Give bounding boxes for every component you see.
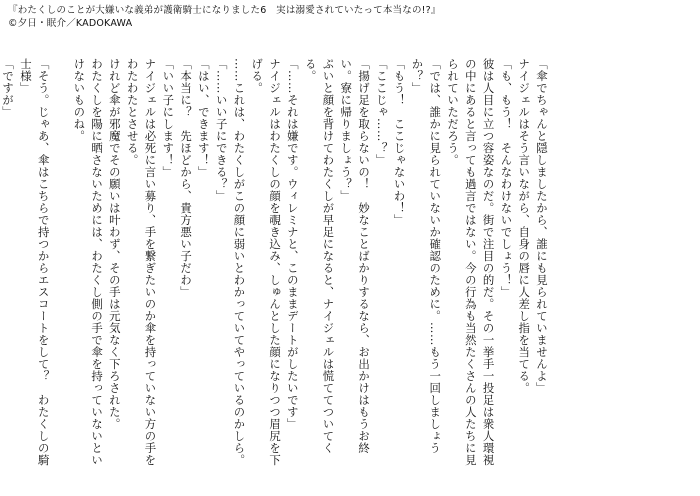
text-line: けれど傘が邪魔でその願いは叶わず、その手は元気なく下ろされた。 xyxy=(107,58,122,430)
text-line: 「本当に？ 先ほどから、貴方悪い子だわ」 xyxy=(179,58,194,298)
book-header xyxy=(8,4,441,30)
text-line: 「も、もう！ そんなわけないでしょう！」 xyxy=(499,58,514,298)
text-line: わたくしを陽に晒さないためには、わたくし側の手で傘を持っていないといけないものね。 xyxy=(72,58,105,466)
text-line: 「……いい子にできる？」 xyxy=(214,58,229,202)
text-line: 「もう！ ここじゃないわ！」 xyxy=(392,58,407,226)
text-line: ナイジェルはわたくしの顔を覗き込み、しゅんとした顔になりつつ眉尻を下げる。 xyxy=(250,58,283,466)
text-line: 「はい、できます！」 xyxy=(196,58,211,178)
text-line: ぷいと顔を背けてわたくしが早足になると、ナイジェルは慌ててついてくる。 xyxy=(303,58,336,454)
copyright-notice: ©夕日・眠介／KADOKAWA xyxy=(8,18,133,29)
text-line: 「ここじゃ……？」 xyxy=(374,58,389,166)
text-line: 「ですが」 xyxy=(1,58,16,118)
text-line: 「揚げ足を取らないの！ 妙なことばかりするなら、お出かけはもうお終い。寮に帰りましょう？」 xyxy=(339,58,372,454)
text-line: 「では、誰かに見られていないか確認のために。……もう一回しましょうか？」 xyxy=(410,58,443,454)
vertical-text-body xyxy=(1,58,550,468)
text-line: ナイジェルはそう言いながら、自身の唇に人差し指を当てる。 xyxy=(517,58,532,394)
text-line: 「いい子にします！」 xyxy=(161,58,176,178)
text-line: ……これは、わたくしがこの顔に弱いとわかっていてやっているのかしら。 xyxy=(232,58,247,466)
book-title: 『わたくしのことが大嫌いな義弟が護衛騎士になりました6 実は溺愛されていたって本当なの!?』 xyxy=(8,5,441,16)
text-line: 「……それは嫌です。ウィレミナと、このままデートがしたいです」 xyxy=(285,58,300,430)
text-line: 「そう。じゃあ、傘はこちらで持つからエスコートをして？ わたくしの騎士様」 xyxy=(18,58,51,466)
text-line: 彼は人目に立つ容姿なのだ。街で注目の的だ。その一挙手一投足は衆人環視の中にあると言っても過言ではない。今の行為も当然たくさんの人たちに見られていただろう。 xyxy=(446,58,496,466)
text-line: ナイジェルは必死に言い募り、手を繋ぎたいのか傘を持っていない方の手をわたわたとさせる。 xyxy=(125,58,158,466)
text-line: 「傘でちゃんと隠しましたから、誰にも見られていませんよ」 xyxy=(535,58,549,394)
